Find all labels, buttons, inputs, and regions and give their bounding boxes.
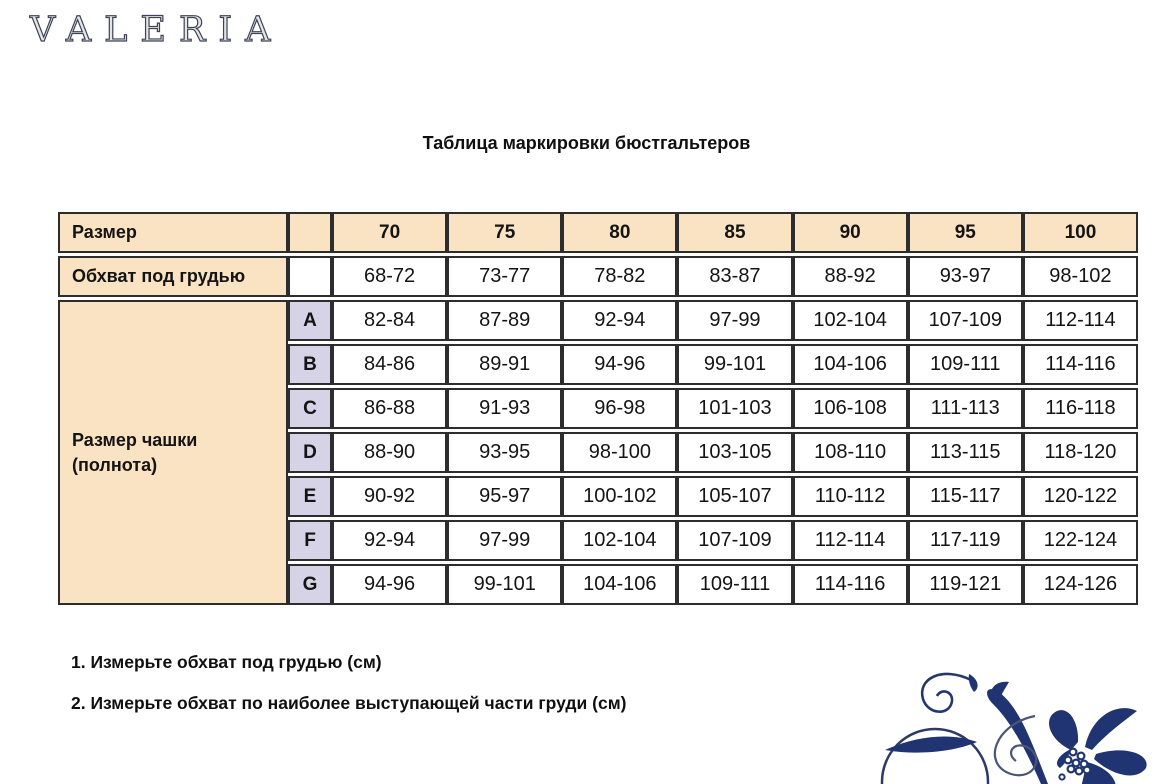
row-label-size: Размер (58, 212, 288, 253)
measurement-cell: 86-88 (332, 388, 447, 429)
underbust-cell: 73-77 (447, 256, 562, 297)
cup-letter-cell: A (288, 300, 332, 341)
instruction-step-1: 1. Измерьте обхват под грудью (см) (71, 652, 382, 672)
brand-logo: VALERIA (30, 10, 284, 50)
measurement-cell: 120-122 (1023, 476, 1138, 517)
size-header-cell: 100 (1023, 212, 1138, 253)
measurement-cell: 116-118 (1023, 388, 1138, 429)
measurement-cell: 92-94 (332, 520, 447, 561)
size-header-cell: 85 (677, 212, 792, 253)
measurement-cell: 100-102 (562, 476, 677, 517)
measurement-cell: 101-103 (677, 388, 792, 429)
underbust-cell: 68-72 (332, 256, 447, 297)
underbust-cell: 78-82 (562, 256, 677, 297)
measurement-cell: 96-98 (562, 388, 677, 429)
cup-letter-cell: C (288, 388, 332, 429)
size-header-cell: 75 (447, 212, 562, 253)
empty-corner-cell (288, 212, 332, 253)
underbust-cell: 88-92 (793, 256, 908, 297)
measurement-cell: 111-113 (908, 388, 1023, 429)
underbust-cell: 93-97 (908, 256, 1023, 297)
measurement-cell: 94-96 (332, 564, 447, 605)
measurement-cell: 110-112 (793, 476, 908, 517)
measurement-cell: 102-104 (562, 520, 677, 561)
empty-cell (288, 256, 332, 297)
measurement-cell: 87-89 (447, 300, 562, 341)
cup-label-line2: (полнота) (72, 454, 158, 475)
measurement-cell: 103-105 (677, 432, 792, 473)
berry-dot (1059, 774, 1064, 779)
measurement-cell: 97-99 (677, 300, 792, 341)
measurement-cell: 90-92 (332, 476, 447, 517)
cup-letter-cell: B (288, 344, 332, 385)
measurement-cell: 98-100 (562, 432, 677, 473)
measurement-cell: 84-86 (332, 344, 447, 385)
measurement-cell: 122-124 (1023, 520, 1138, 561)
measurement-cell: 109-111 (677, 564, 792, 605)
cup-letter-cell: G (288, 564, 332, 605)
measurement-cell: 124-126 (1023, 564, 1138, 605)
ornament-top-accent (969, 674, 978, 692)
floral-ornament (873, 654, 1173, 784)
cup-label-line1: Размер чашки (72, 430, 198, 451)
measurement-cell: 114-116 (793, 564, 908, 605)
measurement-cell: 118-120 (1023, 432, 1138, 473)
ornament-leaf (885, 736, 977, 752)
measurement-cell: 99-101 (447, 564, 562, 605)
size-header-cell: 80 (562, 212, 677, 253)
measurement-cell: 99-101 (677, 344, 792, 385)
measurement-cell: 107-109 (677, 520, 792, 561)
measurement-cell: 114-116 (1023, 344, 1138, 385)
measurement-cell: 94-96 (562, 344, 677, 385)
ornament-top-spiral (922, 674, 971, 712)
measurement-cell: 97-99 (447, 520, 562, 561)
measurement-cell: 117-119 (908, 520, 1023, 561)
measurement-cell: 119-121 (908, 564, 1023, 605)
measurement-cell: 107-109 (908, 300, 1023, 341)
underbust-cell: 98-102 (1023, 256, 1138, 297)
row-label-underbust: Обхват под грудью (58, 256, 288, 297)
underbust-cell: 83-87 (677, 256, 792, 297)
measurement-cell: 102-104 (793, 300, 908, 341)
size-header-cell: 95 (908, 212, 1023, 253)
cup-letter-cell: E (288, 476, 332, 517)
measurement-cell: 106-108 (793, 388, 908, 429)
bra-size-table (58, 209, 1138, 608)
measurement-cell: 88-90 (332, 432, 447, 473)
measurement-cell: 115-117 (908, 476, 1023, 517)
flower-petal-upper-right (1085, 708, 1137, 750)
measurement-cell: 113-115 (908, 432, 1023, 473)
cup-letter-cell: F (288, 520, 332, 561)
measurement-cell: 93-95 (447, 432, 562, 473)
measurement-cell: 89-91 (447, 344, 562, 385)
measurement-cell: 112-114 (1023, 300, 1138, 341)
measurement-cell: 108-110 (793, 432, 908, 473)
size-header-cell: 70 (332, 212, 447, 253)
cup-letter-cell: D (288, 432, 332, 473)
measurement-cell: 92-94 (562, 300, 677, 341)
flower-petal-upper-left (1049, 710, 1078, 750)
measurement-cell: 104-106 (793, 344, 908, 385)
measurement-cell: 82-84 (332, 300, 447, 341)
page-title: Таблица маркировки бюстгальтеров (422, 133, 751, 153)
instruction-step-2: 2. Измерьте обхват по наиболее выступающей части груди (см) (71, 693, 627, 713)
measurement-cell: 91-93 (447, 388, 562, 429)
measurement-cell: 112-114 (793, 520, 908, 561)
row-label-cup-size (58, 300, 288, 605)
measuring-instructions (71, 652, 626, 734)
measurement-cell: 104-106 (562, 564, 677, 605)
size-header-cell: 90 (793, 212, 908, 253)
measurement-cell: 109-111 (908, 344, 1023, 385)
measurement-cell: 105-107 (677, 476, 792, 517)
measurement-cell: 95-97 (447, 476, 562, 517)
